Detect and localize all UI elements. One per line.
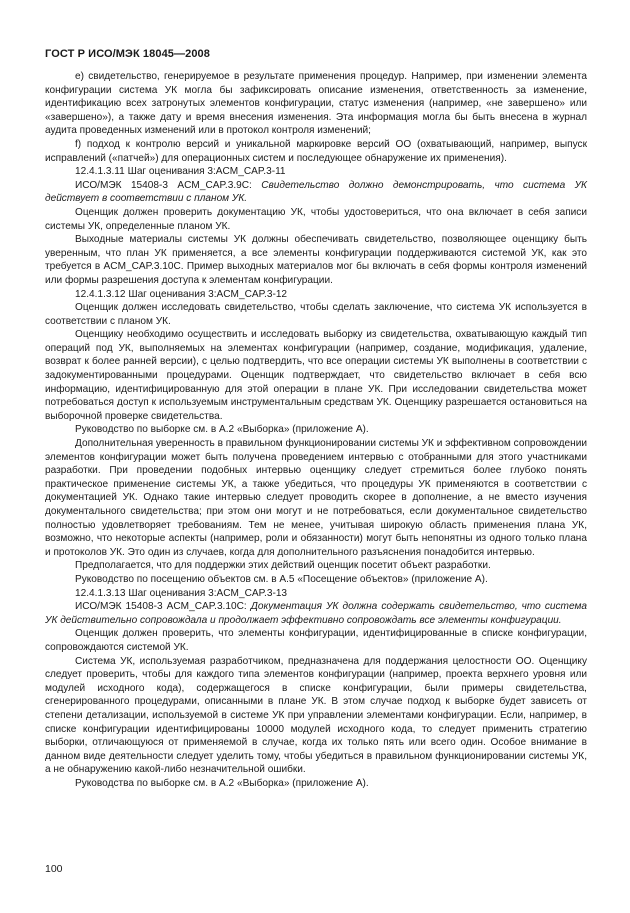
paragraph: Оценщик должен проверить документацию УК, чтобы удостовериться, что она включает в себя записи системы УК, определенные планом УК. (45, 206, 587, 232)
citation-ref: ИСО/МЭК 15408-3 ACM_CAP.3.10C: (75, 601, 251, 613)
paragraph: Руководство по выборке см. в А.2 «Выборка» (приложение А). (75, 424, 369, 436)
section-heading: 12.4.1.3.12 Шаг оценивания 3:ACM_CAP.3-12 (75, 288, 288, 300)
section-heading: 12.4.1.3.13 Шаг оценивания 3:ACM_CAP.3-13 (75, 587, 288, 599)
requirement-citation (45, 600, 587, 627)
paragraph: Выходные материалы системы УК должны обеспечивать свидетельство, позволяющее оценщику быть уверенным, что план УК применяется, а все элементы конфигурации поддерживаются системой УК, как это требуется в ACM_CAP.3.10C. Пример выходных материалов мог бы включать в себя формы контроля изменений или формы разрешения доступа к элементам конфигурации. (45, 234, 587, 286)
paragraph: Оценщик должен проверить, что элементы конфигурации, идентифицированные в списке конфигурации, сопровождаются системой УК. (45, 628, 587, 653)
paragraph: Оценщик должен исследовать свидетельство, чтобы сделать заключение, что система УК используется в соответствии с планом УК. (45, 302, 587, 327)
paragraph: е) свидетельство, генерируемое в результате применения процедур. Например, при изменении элемента конфигурации система УК могла бы зафиксировать описание изменения, ответственность за изменение, идентификацию всех затронутых элементов конфигурации, статус изменения (например, «не завершено» или «завершено»), а также дату и время внесения изменения. Эта информация могла бы быть внесена в журнал аудита проведенных изменений или в протокол контроля изменений; (45, 71, 587, 137)
paragraph: Предполагается, что для поддержки этих действий оценщик посетит объект разработки. (75, 560, 491, 572)
paragraph: Руководство по посещению объектов см. в А.5 «Посещение объектов» (приложение А). (75, 573, 488, 585)
document-header: ГОСТ Р ИСО/МЭК 18045—2008 (45, 48, 210, 60)
page-number: 100 (45, 863, 63, 875)
citation-text: Документация УК должна содержать свидетельство, что система УК действительно сопровождала и продолжает эффективно сопровождать все элементы конфигурации. (45, 601, 587, 626)
paragraph: f) подход к контролю версий и уникальной маркировке версий ОО (охватывающий, например, выпуск исправлений («патчей») для операционных систем и последующее обнаружение их применения). (45, 138, 587, 164)
requirement-citation (45, 179, 587, 206)
citation-text: Свидетельство должно демонстрировать, что система УК действует в соответствии с планом УК. (45, 179, 587, 205)
document-body (45, 70, 587, 790)
paragraph: Руководства по выборке см. в А.2 «Выборка» (приложение А). (75, 777, 369, 789)
section-heading: 12.4.1.3.11 Шаг оценивания 3:ACM_CAP.3-11 (75, 166, 286, 178)
paragraph: Дополнительная уверенность в правильном функционировании системы УК и эффективном сопровождении элементов конфигурации может быть получена проведением интервью с отобранными для этого участниками разработки. При проведении подобных интервью оценщику следует стремиться более глубоко понять практическое применение системы УК, а также убедиться, что процедуры УК применяются в соответствии с документацией УК. Однако такие интервью следует проводить скорее в дополнение, а не вместо изучения документального свидетельства; при этом они могут и не потребоваться, если документальное свидетельство полностью удовлетворяет требованиям. Тем не менее, учитывая широкую область применения плана УК, возможно, что некоторые аспекты (например, роли и обязанности) могут быть непонятны из одного только плана и протоколов УК. Это один из случаев, когда для дополнительного разъяснения понадобится интервью. (45, 438, 587, 558)
citation-ref: ИСО/МЭК 15408-3 ACM_CAP.3.9C: (75, 179, 262, 191)
paragraph: Система УК, используемая разработчиком, предназначена для поддержания целостности ОО. Оценщику следует проверить, чтобы для каждого типа элементов конфигурации (например, проекта верхнего уровня или модулей исходного кода), содержащегося в списке конфигурации, были примеры свидетельства, сгенерированного процедурами, описанными в плане УК. В этом случае подход к выборке будет зависеть от степени детализации, используемой в системе УК при управлении элементами конфигурации. Если, например, в списке конфигурации идентифицированы 10000 модулей исходного кода, то следует применить стратегию выборки, отличающуюся от применяемой в случае, когда их только пять или всего один. Особое внимание в данном виде деятельности следует уделить тому, чтобы убедиться в правильном функционировании системы УК, а не обнаружению какой-либо незначительной ошибки. (45, 655, 587, 776)
paragraph: Оценщику необходимо осуществить и исследовать выборку из свидетельства, охватывающую каждый тип операций под УК, выполняемых на элементах конфигурации (например, создание, модификация, удаление, возврат к более ранней версии), с целью подтвердить, что все операции системы УК выполнены в соответствии с задокументированными процедурами. Оценщик подтверждает, что свидетельство включает в себя всю информацию, идентифицированную для этой операции в плане УК. При исследовании свидетельства может потребоваться доступ к используемым инструментальным средствам УК. Оценщику разрешается остановиться на выборочной проверке свидетельства. (45, 329, 587, 422)
